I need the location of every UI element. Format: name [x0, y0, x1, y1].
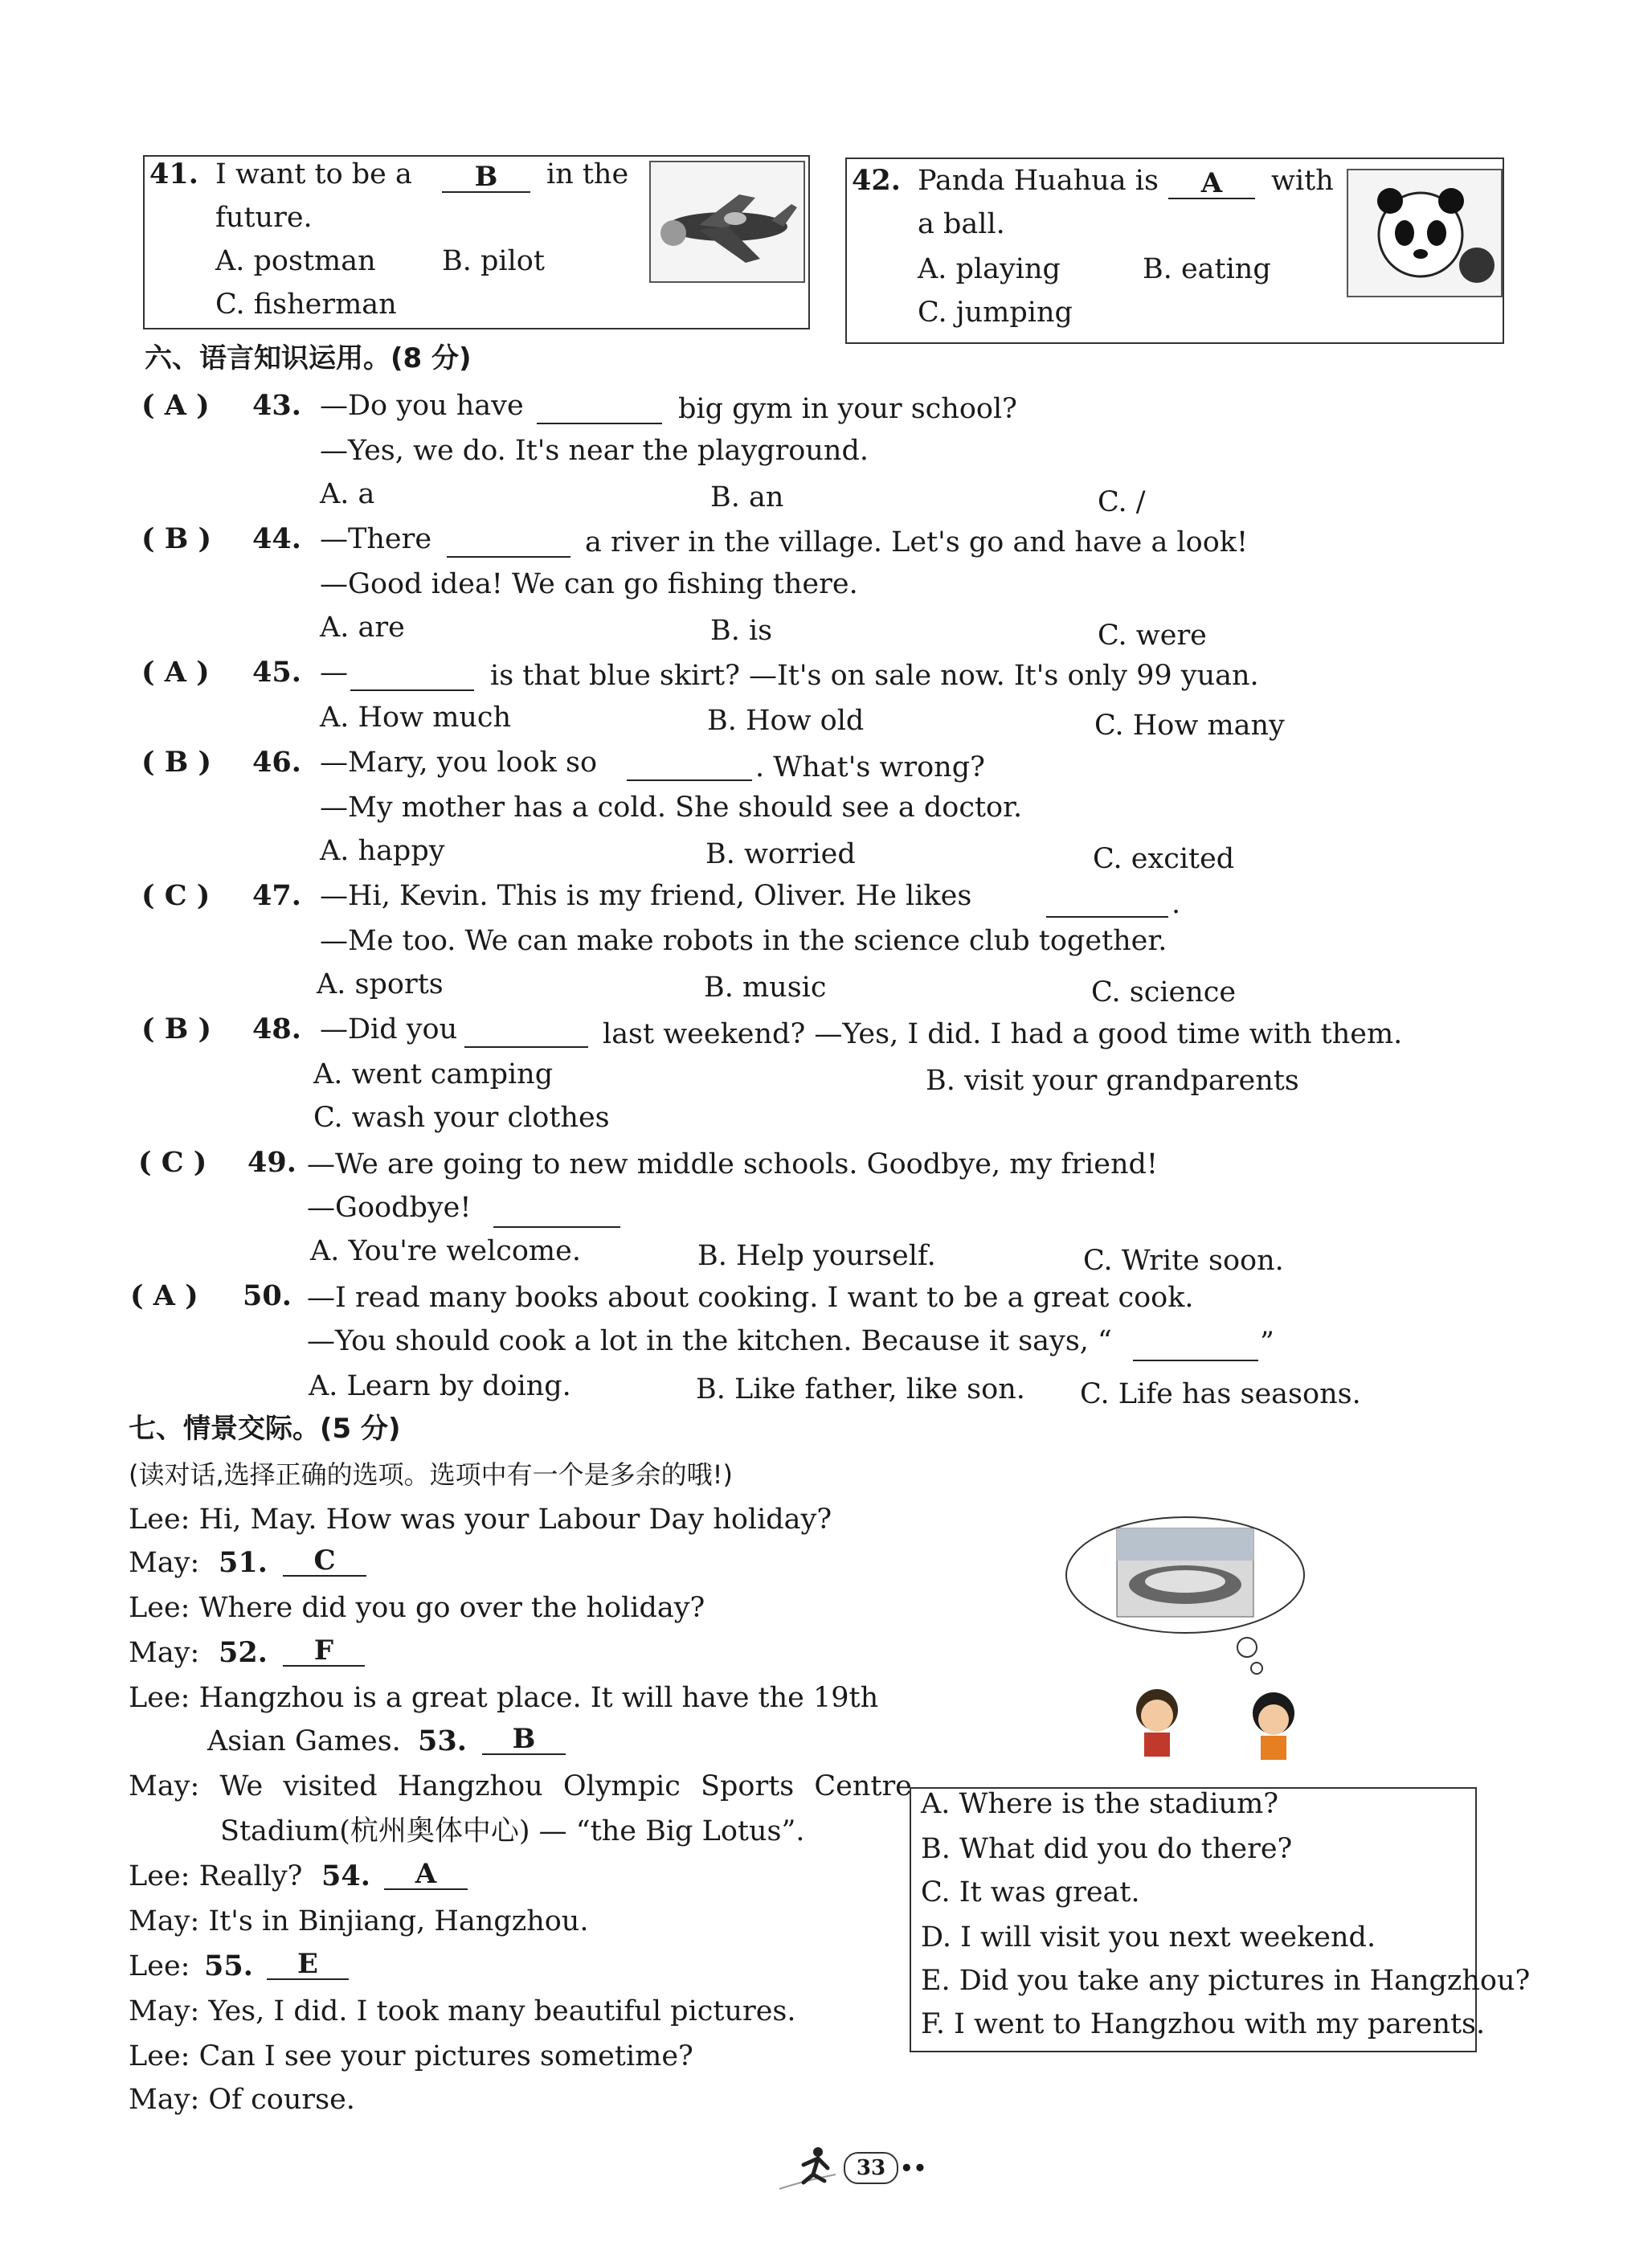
q45-option-c: C. How many [1094, 710, 1285, 742]
q49-answer: ( C ) [138, 1146, 207, 1179]
dialogue-line-13: May: Of course. [129, 2084, 355, 2116]
q42-text-after: with [1271, 165, 1334, 197]
q54-answer: A [384, 1859, 468, 1890]
q47-stem-after: . [1172, 888, 1181, 920]
q46-response: —My mother has a cold. She should see a doctor. [320, 792, 1023, 824]
dialogue-line-1: Lee: Hi, May. How was your Labour Day holiday? [129, 1503, 832, 1536]
q45-answer-letter: A [164, 656, 186, 689]
q44-option-a: A. are [320, 612, 405, 644]
dialogue-line-7b: Stadium(杭州奥体中心) — “the Big Lotus”. [220, 1815, 805, 1847]
q42-text: Panda Huahua is [918, 165, 1159, 197]
q53-answer: B [482, 1724, 566, 1755]
q44-stem: —There [320, 523, 432, 555]
q49-response: —Goodbye! [307, 1192, 472, 1224]
q43-option-c: C. / [1098, 486, 1146, 518]
q41-text-line2: future. [215, 202, 313, 234]
q49-stem: —We are going to new middle schools. Goodbye, my friend! [307, 1148, 1158, 1180]
choice-a: A. Where is the stadium? [921, 1788, 1279, 1820]
footer-dots: •• [900, 2157, 927, 2181]
q46-stem: —Mary, you look so [320, 747, 598, 779]
section-7-title: 七、情景交际。(5 分) [129, 1413, 401, 1445]
q47-answer-letter: C [164, 879, 187, 912]
q47-answer: ( C ) [141, 879, 211, 912]
q48-number: 48. [252, 1013, 301, 1045]
stadium-thought-bubble-image [1061, 1511, 1310, 1768]
q46-number: 46. [252, 746, 301, 779]
choice-f: F. I went to Hangzhou with my parents. [921, 2008, 1486, 2040]
q42-option-b: B. eating [1143, 253, 1271, 285]
q49-option-c: C. Write soon. [1083, 1245, 1284, 1277]
dialogue-line-11: May: Yes, I did. I took many beautiful pictures. [129, 1995, 796, 2027]
q43-blank [537, 394, 662, 424]
q41-option-a: A. postman [215, 245, 376, 277]
q44-option-b: B. is [710, 615, 773, 647]
q50-blank [1133, 1331, 1258, 1361]
q43-option-b: B. an [710, 481, 784, 513]
q45-stem-after: is that blue skirt? —It's on sale now. It's only 99 yuan. [490, 660, 1259, 692]
page-footer [771, 2141, 948, 2197]
q48-stem-after: last weekend? —Yes, I did. I had a good time with them. [603, 1018, 1403, 1050]
q45-option-a: A. How much [320, 702, 512, 734]
q48-answer: ( B ) [141, 1013, 212, 1045]
q44-response: —Good idea! We can go fishing there. [320, 568, 858, 600]
q45-stem: — [320, 657, 348, 689]
q50-answer: ( A ) [130, 1279, 198, 1312]
dialogue-line-8: Lee: Really? [129, 1860, 303, 1892]
q44-blank [447, 527, 570, 558]
q48-blank [464, 1017, 588, 1048]
dialogue-line-2: May: [129, 1547, 200, 1579]
q48-option-b: B. visit your grandparents [926, 1065, 1299, 1097]
choice-e: E. Did you take any pictures in Hangzhou? [921, 1965, 1531, 1997]
q49-option-a: A. You're welcome. [310, 1235, 581, 1267]
q41-option-b: B. pilot [442, 245, 545, 277]
q52-answer: F [283, 1636, 365, 1667]
q41-text-after: in the [546, 158, 629, 190]
q49-blank [493, 1197, 620, 1228]
page-number [844, 2152, 898, 2184]
dialogue-line-12: Lee: Can I see your pictures sometime? [129, 2040, 693, 2072]
q47-response: —Me too. We can make robots in the science club together. [320, 925, 1167, 957]
q47-option-a: A. sports [317, 968, 444, 1000]
q43-answer: ( A ) [141, 389, 210, 422]
panda-image [1347, 169, 1503, 297]
q53-number: 53. [418, 1724, 467, 1757]
q43-stem: —Do you have [320, 390, 524, 422]
q46-answer: ( B ) [141, 746, 212, 779]
section-6-title: 六、语言知识运用。(8 分) [145, 342, 472, 374]
q50-option-a: A. Learn by doing. [309, 1370, 571, 1402]
dialogue-line-6: Asian Games. [207, 1725, 401, 1757]
airplane-image [649, 161, 805, 283]
q43-number: 43. [252, 389, 301, 422]
q48-option-c: C. wash your clothes [313, 1102, 610, 1134]
q46-answer-letter: B [164, 746, 189, 779]
page-number-text: 33 [856, 2156, 886, 2180]
q55-number: 55. [204, 1949, 253, 1982]
choice-b: B. What did you do there? [921, 1833, 1293, 1865]
dialogue-line-7a: May: We visited Hangzhou Olympic Sports Centre [129, 1770, 912, 1802]
q50-option-c: C. Life has seasons. [1080, 1378, 1361, 1410]
q44-stem-after: a river in the village. Let's go and have a look! [585, 526, 1249, 558]
q43-answer-letter: A [164, 389, 186, 422]
q46-option-a: A. happy [320, 835, 445, 867]
q46-option-c: C. excited [1093, 843, 1235, 875]
q55-answer: E [267, 1949, 349, 1980]
q42-text-line2: a ball. [918, 208, 1005, 240]
dialogue-line-3: Lee: Where did you go over the holiday? [129, 1592, 705, 1624]
q42-option-c: C. jumping [918, 297, 1073, 329]
q42-number: 42. [852, 164, 901, 197]
q50-response-close: ” [1260, 1327, 1274, 1359]
q43-response: —Yes, we do. It's near the playground. [320, 435, 869, 467]
q47-stem: —Hi, Kevin. This is my friend, Oliver. He likes [320, 880, 972, 912]
q49-number: 49. [247, 1146, 296, 1179]
q45-answer: ( A ) [141, 656, 210, 689]
dialogue-line-5: Lee: Hangzhou is a great place. It will have the 19th [129, 1682, 879, 1714]
q48-answer-letter: B [164, 1013, 189, 1045]
q48-stem: —Did you [320, 1013, 458, 1045]
dialogue-line-10: Lee: [129, 1950, 190, 1982]
q44-answer: ( B ) [141, 522, 212, 555]
q41-option-c: C. fisherman [215, 288, 397, 321]
q41-answer: B [442, 162, 530, 193]
section-7-instruction: (读对话,选择正确的选项。选项中有一个是多余的哦!) [129, 1459, 733, 1490]
q47-option-b: B. music [704, 972, 827, 1004]
q47-option-c: C. science [1091, 976, 1237, 1008]
q42-option-a: A. playing [918, 253, 1061, 285]
q50-option-b: B. Like father, like son. [696, 1373, 1025, 1405]
q44-number: 44. [252, 522, 301, 555]
q50-response: —You should cook a lot in the kitchen. Because it says, “ [307, 1325, 1112, 1357]
choice-c: C. It was great. [921, 1876, 1140, 1908]
q54-number: 54. [321, 1859, 370, 1892]
q52-number: 52. [219, 1636, 268, 1669]
q49-option-b: B. Help yourself. [697, 1240, 936, 1272]
dialogue-line-9: May: It's in Binjiang, Hangzhou. [129, 1905, 589, 1937]
q41-text: I want to be a [215, 158, 412, 190]
q44-answer-letter: B [164, 522, 189, 555]
q46-stem-after: . What's wrong? [755, 751, 985, 783]
q42-answer: A [1168, 169, 1255, 199]
q46-blank [627, 751, 752, 781]
q41-number: 41. [149, 158, 198, 190]
q51-answer: C [283, 1546, 366, 1577]
q47-blank [1046, 887, 1168, 918]
q50-stem: —I read many books about cooking. I want to be a great cook. [307, 1282, 1194, 1314]
dialogue-line-4: May: [129, 1637, 200, 1669]
q45-number: 45. [252, 656, 301, 689]
runner-icon [771, 2141, 844, 2197]
q43-stem-after: big gym in your school? [678, 393, 1017, 425]
q49-answer-letter: C [161, 1146, 184, 1179]
q50-answer-letter: A [153, 1279, 175, 1312]
q51-number: 51. [219, 1546, 268, 1579]
q43-option-a: A. a [320, 478, 375, 510]
q44-option-c: C. were [1098, 620, 1207, 652]
q45-blank [350, 661, 474, 691]
q50-number: 50. [243, 1279, 292, 1312]
q45-option-b: B. How old [707, 705, 865, 737]
q47-number: 47. [252, 879, 301, 912]
q46-option-b: B. worried [705, 838, 856, 870]
q48-option-a: A. went camping [313, 1058, 554, 1090]
choice-d: D. I will visit you next weekend. [921, 1921, 1376, 1953]
